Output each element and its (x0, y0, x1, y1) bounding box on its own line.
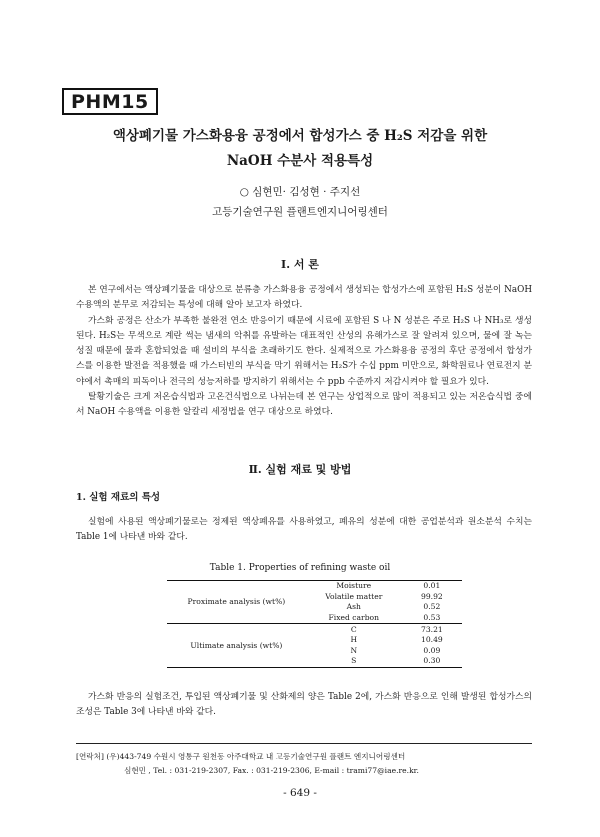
property-value: 0.52 (423, 602, 441, 612)
property-value: 0.01 (423, 581, 441, 591)
section-heading-methods: Ⅱ. 실험 재료 및 방법 (248, 463, 352, 476)
subsection-heading: 1. 실험 재료의 특성 (76, 492, 161, 503)
table-caption: Table 1. Properties of refining waste oil (209, 563, 391, 573)
group-label: Proximate analysis (wt%) (167, 581, 306, 624)
section-heading-introduction: Ⅰ. 서 론 (281, 258, 319, 271)
property-label: S (351, 656, 357, 666)
property-label: Fixed carbon (306, 613, 402, 624)
footer-phone: 심현민 , Tel. : 031-219-2307, Fax. : 031-219-2306, E-mail : trami77@iae.re.kr. (124, 766, 419, 775)
paper-code-badge: PHM15 (62, 88, 158, 115)
properties-table (167, 580, 462, 668)
methods-paragraph-text: 실험에 사용된 액상폐기물로는 정제된 액상폐유를 사용하였고, 폐유의 성분에 대한 공업분석과 원소분석 수치는 Table 1에 나타낸 바와 같다. (76, 517, 532, 543)
property-value: 0.30 (423, 656, 441, 666)
page-number: - 649 - (283, 787, 317, 799)
property-label: N (350, 645, 358, 655)
table-row (167, 581, 462, 592)
property-value: 0.09 (423, 645, 441, 655)
property-value: 0.53 (402, 613, 462, 624)
property-label: H (350, 635, 358, 645)
property-label: C (350, 624, 357, 634)
intro-paragraph: 탈황기술은 크게 저온습식법과 고온건식법으로 나뉘는데 본 연구는 상업적으로 많이 적용되고 있는 저온습식법 중에서 NaOH 수용액을 이용한 알칼리 세정법을 연구 대상으로 하였다. (76, 392, 532, 418)
methods-paragraph (76, 690, 532, 721)
intro-paragraph: 본 연구에서는 액상폐기물을 대상으로 분류층 가스화용융 공정에서 생성되는 합성가스에 포함된 H₂S 성분이 NaOH 수용액의 분무로 저감되는 특성에 대해 알아 보고자 하였다. (76, 285, 533, 311)
paper-title-line2: NaOH 수분사 적용특성 (226, 153, 374, 169)
property-label: Ash (346, 602, 361, 612)
introduction-body (76, 283, 532, 421)
property-value: 10.49 (421, 635, 443, 645)
affiliation: 고등기술연구원 플랜트엔지니어링센터 (212, 206, 388, 218)
author-list: ○ 심현민· 김성현 · 주지선 (239, 186, 361, 198)
paper-title-line1: 액상폐기물 가스화용융 공정에서 합성가스 중 H₂S 저감을 위한 (112, 128, 488, 144)
property-value: 73.21 (421, 624, 443, 634)
property-label: Moisture (336, 581, 372, 591)
property-label: Volatile matter (325, 591, 383, 601)
group-label: Ultimate analysis (wt%) (190, 640, 283, 650)
intro-paragraph: 가스화 공정은 산소가 부족한 불완전 연소 반응이기 때문에 시료에 포함된 S 나 N 성분은 주로 H₂S 나 NH₃로 생성된다. H₂S는 무색으로 계란 썩는 냄새의 악취를 유발하는 대표적인 산성의 유해가스로 잘 알려져 있으며, 물에 잘 녹는 성질 때문에 물과 혼합되었을 때 설비의 부식을 초래하기도 한다. 실제적으로 가스화용융 공정의 후단 공정에서 합성가스를 이용한 발전을 적용했을 때 가스터빈의 부식을 막기 위해서는 H₂S가 수십 ppm 미만으로, 화학원료나 연료전지 분야에서 촉매의 피독이나 전극의 성능저하를 방지하기 위해서는 수 ppb 수준까지 저감시켜야 할 필요가 있다. (76, 315, 532, 387)
methods-paragraph (76, 515, 532, 546)
footer-divider (76, 743, 532, 744)
table-row (167, 624, 462, 635)
property-value: 99.92 (421, 591, 443, 601)
footer-contact: [연락처] (우)443-749 수원시 영통구 원천동 아주대학교 내 고등기술연구원 플랜트 엔지니어링센터 (76, 752, 406, 761)
methods-paragraph-text: 가스화 반응의 실험조건, 투입된 액상폐기물 및 산화제의 양은 Table 2에, 가스화 반응으로 인해 발생된 합성가스의 조성은 Table 3에 나타낸 바와 같다. (76, 692, 532, 718)
